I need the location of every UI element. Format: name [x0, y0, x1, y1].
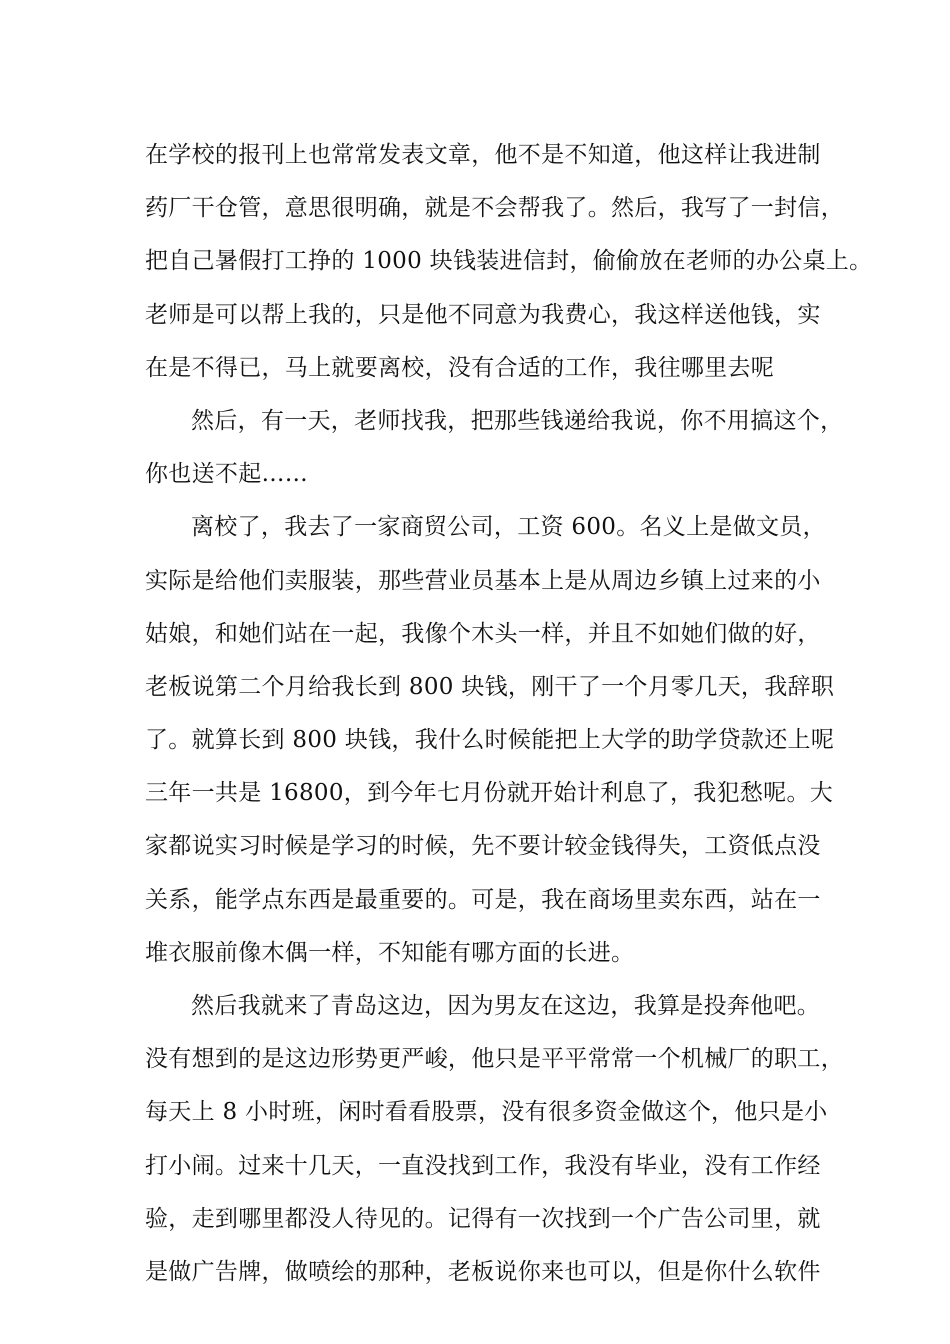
- paragraph-start-line: 然后，有一天，老师找我，把那些钱递给我说，你不用搞这个，: [191, 407, 844, 434]
- text-line: 每天上 8 小时班，闲时看看股票，没有很多资金做这个，他只是小: [145, 1099, 828, 1126]
- text-line: 药厂干仓管，意思很明确，就是不会帮我了。然后，我写了一封信，: [145, 195, 844, 222]
- text-line: 验，走到哪里都没人待见的。记得有一次找到一个广告公司里，就: [145, 1205, 821, 1232]
- body-text: [145, 129, 873, 1299]
- text-line: 你也送不起……: [145, 461, 309, 488]
- text-line: 实际是给他们卖服装，那些营业员基本上是从周边乡镇上过来的小: [145, 567, 821, 594]
- text-line: 姑娘，和她们站在一起，我像个木头一样，并且不如她们做的好，: [145, 620, 821, 647]
- text-line: 了。就算长到 800 块钱，我什么时候能把上大学的助学贷款还上呢: [145, 727, 835, 754]
- text-line: 老板说第二个月给我长到 800 块钱，刚干了一个月零几天，我辞职: [145, 673, 835, 700]
- text-line: 老师是可以帮上我的，只是他不同意为我费心，我这样送他钱，实: [145, 301, 821, 328]
- text-line: 堆衣服前像木偶一样，不知能有哪方面的长进。: [145, 939, 635, 966]
- paragraph-start-line: 然后我就来了青岛这边，因为男友在这边，我算是投奔他吧。: [191, 993, 821, 1019]
- text-line: 在是不得已，马上就要离校，没有合适的工作，我往哪里去呢: [145, 354, 775, 381]
- paragraph-start-line: 离校了，我去了一家商贸公司，工资 600。名义上是做文员，: [191, 514, 826, 541]
- text-line: 家都说实习时候是学习的时候，先不要计较金钱得失，工资低点没: [145, 833, 821, 860]
- text-line: 在学校的报刊上也常常发表文章，他不是不知道，他这样让我进制: [145, 142, 821, 168]
- text-line: 把自己暑假打工挣的 1000 块钱装进信封，偷偷放在老师的办公桌上。: [145, 248, 873, 275]
- text-line: 没有想到的是这边形势更严峻，他只是平平常常一个机械厂的职工，: [145, 1046, 844, 1073]
- text-line: 关系，能学点东西是最重要的。可是，我在商场里卖东西，站在一: [145, 886, 821, 913]
- text-line: 是做广告牌，做喷绘的那种，老板说你来也可以，但是你什么软件: [145, 1258, 821, 1285]
- text-line: 三年一共是 16800，到今年七月份就开始计利息了，我犯愁呢。大: [145, 780, 834, 807]
- text-line: 打小闹。过来十几天，一直没找到工作，我没有毕业，没有工作经: [145, 1152, 821, 1179]
